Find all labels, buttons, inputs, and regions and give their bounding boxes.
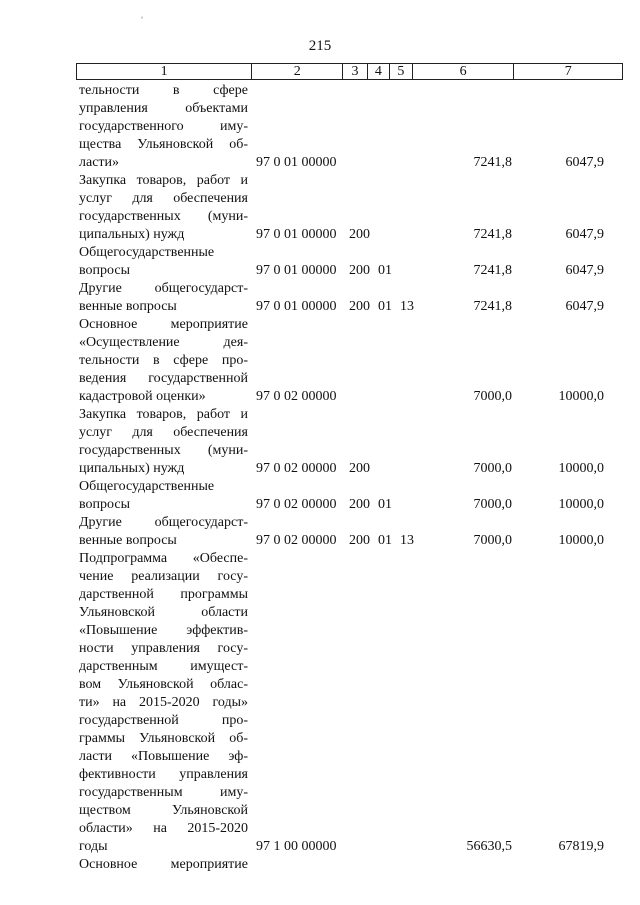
row-description [79,550,248,856]
description-line: Закупка товаров, работ и [79,173,248,188]
header-col-6: 6 [413,64,515,79]
description-line: ласти «Повышение эф- [79,749,248,764]
row-description [79,514,248,550]
description-line: вом Ульяновской облас- [79,677,248,692]
description-line: ципальных) нужд [79,227,185,242]
row-code: 97 0 02 00000 [256,461,337,476]
description-line: вопросы [79,497,130,512]
description-line: Основное мероприятие [79,857,248,872]
row-value-col6: 7000,0 [473,497,512,512]
row-section: 01 [378,263,392,278]
row-value-col6: 7241,8 [473,155,512,170]
description-line: ществом Ульяновской [79,803,248,818]
header-col-5: 5 [390,64,413,79]
scan-mark: ˈ [140,14,144,28]
description-line: «Осуществление дея- [79,335,248,350]
description-line: тельности в сфере про- [79,353,248,368]
row-code: 97 0 01 00000 [256,227,337,242]
header-col-2: 2 [252,64,343,79]
row-expense-type: 200 [349,497,370,512]
description-line: Закупка товаров, работ и [79,407,248,422]
row-code: 97 1 00 00000 [256,839,337,854]
header-col-7: 7 [564,64,572,79]
description-line: чение реализации госу- [79,569,248,584]
description-line: «Повышение эффектив- [79,623,248,638]
row-value-col6: 7000,0 [473,461,512,476]
row-code: 97 0 02 00000 [256,533,337,548]
row-description [79,406,248,478]
table-row [0,406,640,478]
description-line: управления объектами [79,101,248,116]
description-line: Другие общегосударст- [79,281,248,296]
row-value-col7: 10000,0 [558,497,604,512]
description-line: государственного иму- [79,119,248,134]
description-line: дарственным имущест- [79,659,248,674]
row-value-col7: 67819,9 [558,839,604,854]
description-line: ности управления госу- [79,641,248,656]
description-line: Ульяновской области [79,605,248,620]
description-line: Общегосударственные [79,245,215,260]
row-code: 97 0 02 00000 [256,389,337,404]
row-value-col7: 6047,9 [565,155,604,170]
row-expense-type: 200 [349,461,370,476]
row-description [79,316,248,406]
description-line: услуг для обеспечения [79,191,248,206]
description-line: ти» на 2015-2020 годы» [79,695,248,710]
row-value-col7: 10000,0 [558,389,604,404]
row-value-col7: 6047,9 [565,263,604,278]
description-line: ципальных) нужд [79,461,185,476]
description-line: дарственной программы [79,587,248,602]
description-line: Другие общегосударст- [79,515,248,530]
row-value-col7: 6047,9 [565,299,604,314]
row-section: 01 [378,497,392,512]
row-description [79,82,248,172]
description-line: Подпрограмма «Обеспе- [79,551,248,566]
row-code: 97 0 01 00000 [256,263,337,278]
row-value-col6: 7241,8 [473,263,512,278]
table-row [0,514,640,550]
description-line: годы [79,839,108,854]
description-line: государственных (муни- [79,443,248,458]
row-expense-type: 200 [349,227,370,242]
row-subsection: 13 [400,533,414,548]
table-row [0,244,640,280]
row-section: 01 [378,299,392,314]
table-row [0,316,640,406]
header-col-4: 4 [368,64,390,79]
description-line: Общегосударственные [79,479,215,494]
row-description [79,856,248,874]
description-line: вопросы [79,263,130,278]
description-line: венные вопросы [79,533,177,548]
description-line: ведения государственной [79,371,248,386]
table-body [0,82,640,874]
row-value-col6: 7241,8 [473,227,512,242]
description-line: венные вопросы [79,299,177,314]
table-header-row [76,63,623,80]
row-value-col6: 7000,0 [473,389,512,404]
row-description [79,172,248,244]
row-value-col7: 10000,0 [558,533,604,548]
description-line: ласти» [79,155,120,170]
description-line: государственных (муни- [79,209,248,224]
description-line: щества Ульяновской об- [79,137,248,152]
table-row [0,280,640,316]
row-expense-type: 200 [349,533,370,548]
header-col-3: 3 [343,64,368,79]
table-row [0,172,640,244]
description-line: Основное мероприятие [79,317,248,332]
row-value-col6: 7241,8 [473,299,512,314]
row-description [79,280,248,316]
row-expense-type: 200 [349,299,370,314]
page-number: 215 [308,38,332,54]
description-line: государственной про- [79,713,248,728]
description-line: фективности управления [79,767,248,782]
row-subsection: 13 [400,299,414,314]
description-line: граммы Ульяновской об- [79,731,248,746]
row-description [79,478,248,514]
row-value-col6: 7000,0 [473,533,512,548]
table-row [0,478,640,514]
row-code: 97 0 01 00000 [256,155,337,170]
table-row [0,82,640,172]
description-line: услуг для обеспечения [79,425,248,440]
description-line: области» на 2015-2020 [79,821,248,836]
row-value-col7: 10000,0 [558,461,604,476]
description-line: государственным иму- [79,785,248,800]
row-description [79,244,248,280]
description-line: тельности в сфере [79,83,248,98]
row-section: 01 [378,533,392,548]
row-value-col6: 56630,5 [466,839,512,854]
row-expense-type: 200 [349,263,370,278]
description-line: кадастровой оценки» [79,389,206,404]
row-value-col7: 6047,9 [565,227,604,242]
row-code: 97 0 01 00000 [256,299,337,314]
row-code: 97 0 02 00000 [256,497,337,512]
table-row [0,550,640,856]
header-col-1: 1 [77,64,252,79]
table-row [0,856,640,874]
